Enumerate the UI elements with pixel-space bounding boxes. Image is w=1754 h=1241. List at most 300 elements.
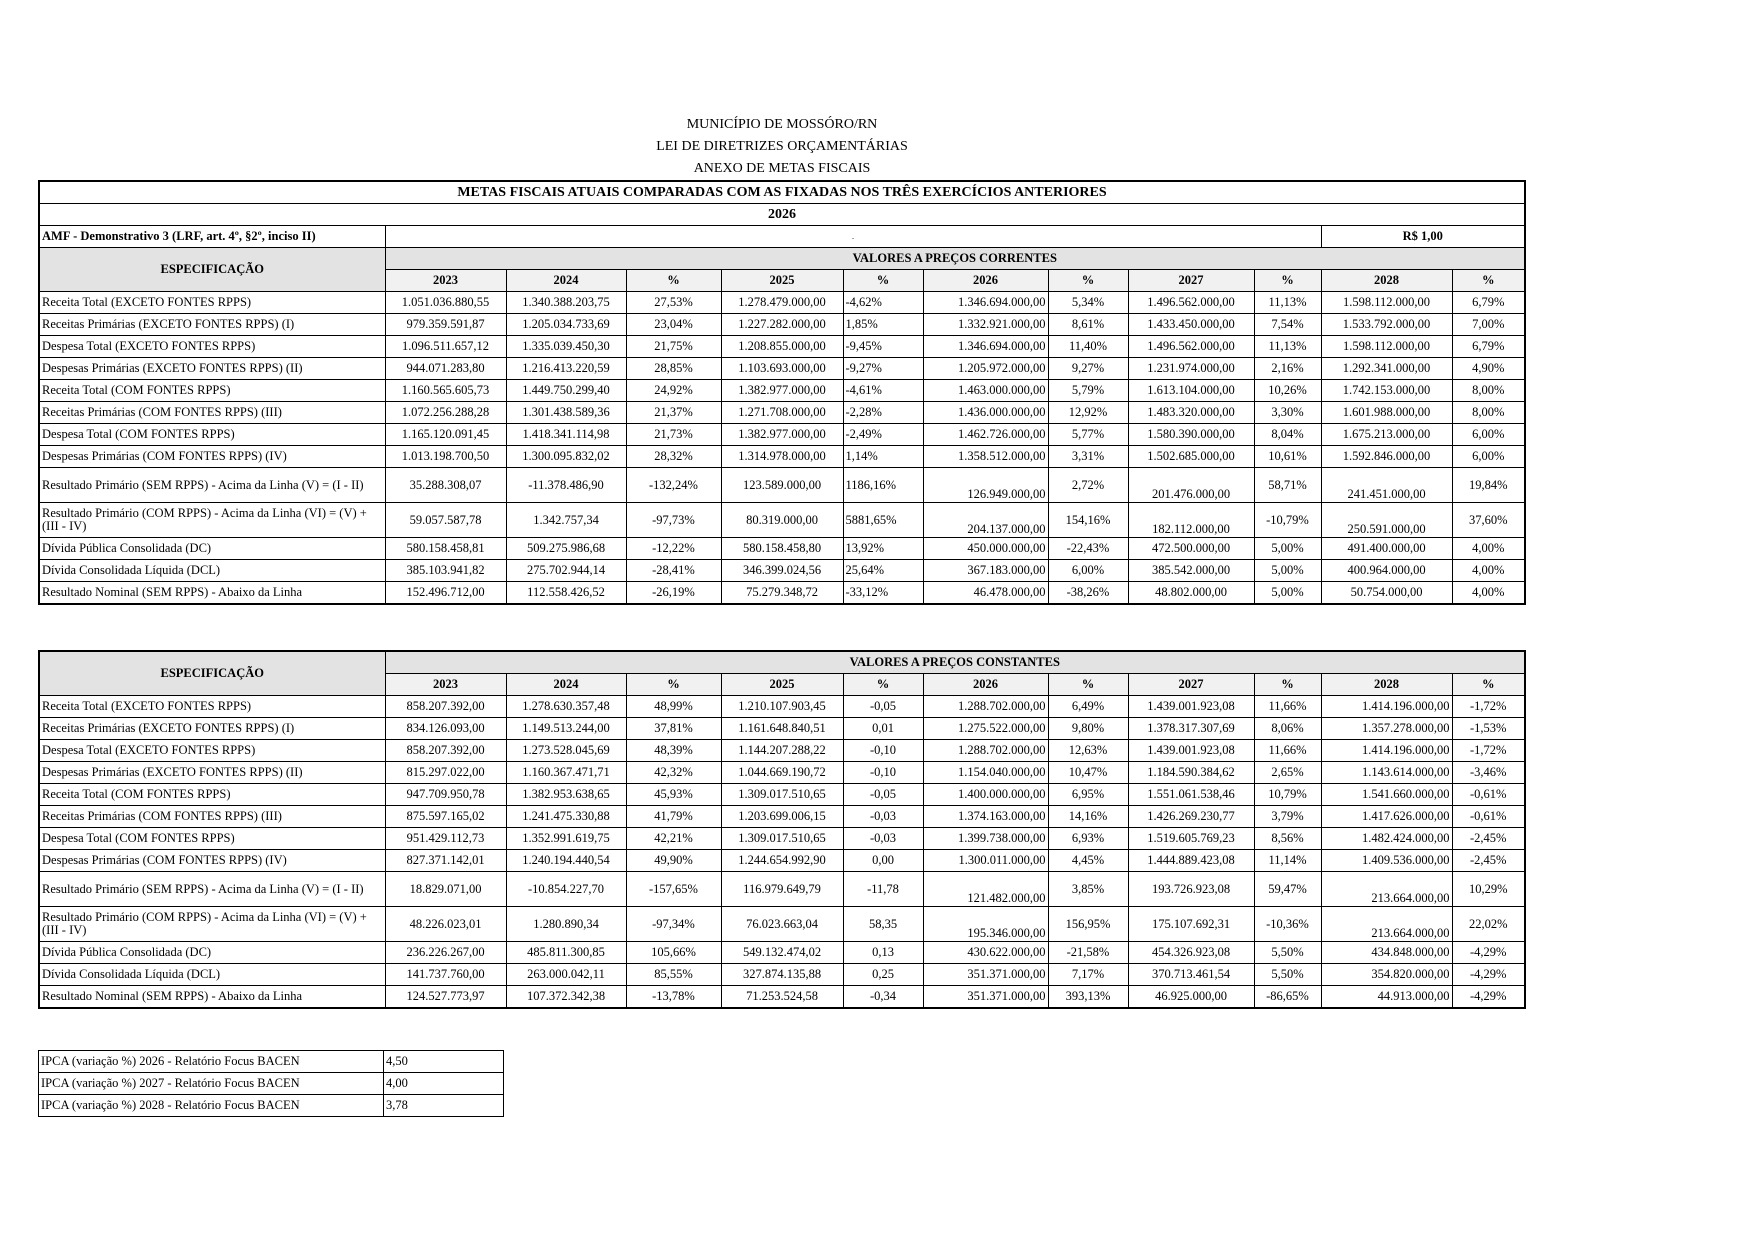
cell-value: -97,73% <box>626 503 721 538</box>
band-header: VALORES A PREÇOS CORRENTES <box>385 248 1525 270</box>
cell-value: 182.112.000,00 <box>1128 503 1254 538</box>
cell-value: -1,53% <box>1452 718 1525 740</box>
cell-value: 8,61% <box>1048 314 1128 336</box>
cell-value: 1.382.953.638,65 <box>506 784 626 806</box>
cell-value: 22,02% <box>1452 907 1525 942</box>
cell-value: 1.184.590.384,62 <box>1128 762 1254 784</box>
cell-value: 1.433.450.000,00 <box>1128 314 1254 336</box>
cell-value: -0,03 <box>843 828 923 850</box>
cell-value: 123.589.000,00 <box>721 468 843 503</box>
cell-value: 2,72% <box>1048 468 1128 503</box>
table-row <box>39 503 1525 538</box>
cell-value: -10,79% <box>1254 503 1321 538</box>
ipca-label: IPCA (variação %) 2026 - Relatório Focus BACEN <box>39 1051 384 1073</box>
cell-value: 23,04% <box>626 314 721 336</box>
cell-value: 5,50% <box>1254 942 1321 964</box>
cell-value: 263.000.042,11 <box>506 964 626 986</box>
cell-value: 1.208.855.000,00 <box>721 336 843 358</box>
cell-value: 5,00% <box>1254 560 1321 582</box>
cell-value: 1.143.614.000,00 <box>1321 762 1452 784</box>
cell-value: -11,78 <box>843 872 923 907</box>
cell-value: 1.382.977.000,00 <box>721 380 843 402</box>
cell-value: 1.414.196.000,00 <box>1321 696 1452 718</box>
cell-value: 1.496.562.000,00 <box>1128 336 1254 358</box>
cell-value: 485.811.300,85 <box>506 942 626 964</box>
cell-value: 1.357.278.000,00 <box>1321 718 1452 740</box>
cell-value: 1,14% <box>843 446 923 468</box>
table-row <box>39 538 1525 560</box>
cell-value: 1.613.104.000,00 <box>1128 380 1254 402</box>
cell-value: 49,90% <box>626 850 721 872</box>
cell-value: -22,43% <box>1048 538 1128 560</box>
cell-value: 1.449.750.299,40 <box>506 380 626 402</box>
table-row <box>39 942 1525 964</box>
cell-value: 1.496.562.000,00 <box>1128 292 1254 314</box>
cell-value: -0,34 <box>843 986 923 1009</box>
cell-value: 1.439.001.923,08 <box>1128 740 1254 762</box>
row-label: Receita Total (COM FONTES RPPS) <box>39 380 385 402</box>
cell-value: 1.160.565.605,73 <box>385 380 506 402</box>
cell-value: 1.280.890,34 <box>506 907 626 942</box>
cell-value: -28,41% <box>626 560 721 582</box>
cell-value: 1.240.194.440,54 <box>506 850 626 872</box>
cell-value: 393,13% <box>1048 986 1128 1009</box>
table-row <box>39 907 1525 942</box>
row-label: Despesas Primárias (COM FONTES RPPS) (IV) <box>39 446 385 468</box>
cell-value: 1.482.424.000,00 <box>1321 828 1452 850</box>
column-header: 2024 <box>506 270 626 292</box>
cell-value: 201.476.000,00 <box>1128 468 1254 503</box>
cell-value: 21,73% <box>626 424 721 446</box>
cell-value: 1.072.256.288,28 <box>385 402 506 424</box>
cell-value: 76.023.663,04 <box>721 907 843 942</box>
table-row <box>39 986 1525 1009</box>
cell-value: 126.949.000,00 <box>923 468 1048 503</box>
cell-value: -2,45% <box>1452 828 1525 850</box>
cell-value: 141.737.760,00 <box>385 964 506 986</box>
cell-value: 1.346.694.000,00 <box>923 336 1048 358</box>
table-row <box>39 402 1525 424</box>
cell-value: 124.527.773,97 <box>385 986 506 1009</box>
cell-value: 1.675.213.000,00 <box>1321 424 1452 446</box>
cell-value: 2,16% <box>1254 358 1321 380</box>
table-row <box>39 740 1525 762</box>
cell-value: 152.496.712,00 <box>385 582 506 605</box>
cell-value: 5881,65% <box>843 503 923 538</box>
cell-value: 213.664.000,00 <box>1321 907 1452 942</box>
header-municipio: MUNICÍPIO DE MOSSÓRO/RN <box>686 117 878 132</box>
cell-value: 13,92% <box>843 538 923 560</box>
cell-value: 28,85% <box>626 358 721 380</box>
ipca-value: 4,00 <box>384 1073 504 1095</box>
cell-value: 1.541.660.000,00 <box>1321 784 1452 806</box>
cell-value: 1.103.693.000,00 <box>721 358 843 380</box>
cell-value: 1.463.000.000,00 <box>923 380 1048 402</box>
demo-dot: . <box>385 226 1321 248</box>
cell-value: 9,80% <box>1048 718 1128 740</box>
table-row <box>39 560 1525 582</box>
column-header: 2027 <box>1128 270 1254 292</box>
cell-value: 8,56% <box>1254 828 1321 850</box>
cell-value: 1.203.699.006,15 <box>721 806 843 828</box>
cell-value: 213.664.000,00 <box>1321 872 1452 907</box>
table-row <box>39 358 1525 380</box>
cell-value: 5,79% <box>1048 380 1128 402</box>
cell-value: 1.244.654.992,90 <box>721 850 843 872</box>
cell-value: -2,28% <box>843 402 923 424</box>
cell-value: 12,92% <box>1048 402 1128 424</box>
cell-value: 1.444.889.423,08 <box>1128 850 1254 872</box>
row-label: Receitas Primárias (EXCETO FONTES RPPS) (I) <box>39 314 385 336</box>
cell-value: 1.210.107.903,45 <box>721 696 843 718</box>
cell-value: 944.071.283,80 <box>385 358 506 380</box>
cell-value: 5,00% <box>1254 538 1321 560</box>
cell-value: 8,00% <box>1452 380 1525 402</box>
cell-value: 105,66% <box>626 942 721 964</box>
cell-value: 1.161.648.840,51 <box>721 718 843 740</box>
cell-value: 28,32% <box>626 446 721 468</box>
cell-value: 27,53% <box>626 292 721 314</box>
table-ipca <box>38 1050 504 1117</box>
cell-value: -3,46% <box>1452 762 1525 784</box>
cell-value: 1.358.512.000,00 <box>923 446 1048 468</box>
cell-value: 154,16% <box>1048 503 1128 538</box>
cell-value: 1.483.320.000,00 <box>1128 402 1254 424</box>
cell-value: 858.207.392,00 <box>385 696 506 718</box>
cell-value: 11,13% <box>1254 292 1321 314</box>
table-row <box>39 784 1525 806</box>
row-label: Dívida Consolidada Líquida (DCL) <box>39 964 385 986</box>
cell-value: 1.278.630.357,48 <box>506 696 626 718</box>
cell-value: 1.374.163.000,00 <box>923 806 1048 828</box>
cell-value: -0,03 <box>843 806 923 828</box>
cell-value: 0,00 <box>843 850 923 872</box>
cell-value: -157,65% <box>626 872 721 907</box>
cell-value: 1.300.095.832,02 <box>506 446 626 468</box>
row-label: Resultado Nominal (SEM RPPS) - Abaixo da Linha <box>39 986 385 1009</box>
column-header: % <box>1452 674 1525 696</box>
cell-value: 979.359.591,87 <box>385 314 506 336</box>
cell-value: 450.000.000,00 <box>923 538 1048 560</box>
ipca-label: IPCA (variação %) 2028 - Relatório Focus BACEN <box>39 1095 384 1117</box>
cell-value: 1.335.039.450,30 <box>506 336 626 358</box>
cell-value: 236.226.267,00 <box>385 942 506 964</box>
cell-value: 5,34% <box>1048 292 1128 314</box>
column-header: % <box>626 270 721 292</box>
cell-value: 80.319.000,00 <box>721 503 843 538</box>
header-ldo: LEI DE DIRETRIZES ORÇAMENTÁRIAS <box>656 139 908 154</box>
cell-value: 4,00% <box>1452 560 1525 582</box>
row-label: Receitas Primárias (COM FONTES RPPS) (III) <box>39 402 385 424</box>
table-row <box>39 762 1525 784</box>
cell-value: 193.726.923,08 <box>1128 872 1254 907</box>
cell-value: -86,65% <box>1254 986 1321 1009</box>
row-label: Despesas Primárias (EXCETO FONTES RPPS) (II) <box>39 358 385 380</box>
cell-value: -2,45% <box>1452 850 1525 872</box>
cell-value: 250.591.000,00 <box>1321 503 1452 538</box>
cell-value: 1.271.708.000,00 <box>721 402 843 424</box>
cell-value: 1.601.988.000,00 <box>1321 402 1452 424</box>
cell-value: 3,79% <box>1254 806 1321 828</box>
cell-value: 7,54% <box>1254 314 1321 336</box>
row-label: Receita Total (COM FONTES RPPS) <box>39 784 385 806</box>
ipca-value: 3,78 <box>384 1095 504 1117</box>
cell-value: 1.227.282.000,00 <box>721 314 843 336</box>
cell-value: 1.378.317.307,69 <box>1128 718 1254 740</box>
cell-value: 3,31% <box>1048 446 1128 468</box>
cell-value: 1.160.367.471,71 <box>506 762 626 784</box>
cell-value: 48.226.023,01 <box>385 907 506 942</box>
cell-value: 834.126.093,00 <box>385 718 506 740</box>
column-header: % <box>843 270 923 292</box>
ipca-row <box>39 1051 504 1073</box>
cell-value: 858.207.392,00 <box>385 740 506 762</box>
cell-value: 10,61% <box>1254 446 1321 468</box>
row-label: Resultado Primário (SEM RPPS) - Acima da Linha (V) = (I - II) <box>39 872 385 907</box>
cell-value: 367.183.000,00 <box>923 560 1048 582</box>
row-label: Despesa Total (COM FONTES RPPS) <box>39 828 385 850</box>
cell-value: 46.478.000,00 <box>923 582 1048 605</box>
cell-value: 204.137.000,00 <box>923 503 1048 538</box>
cell-value: -9,45% <box>843 336 923 358</box>
cell-value: -4,29% <box>1452 986 1525 1009</box>
cell-value: 5,00% <box>1254 582 1321 605</box>
cell-value: 3,85% <box>1048 872 1128 907</box>
table-precos-correntes <box>38 180 1526 605</box>
table-row <box>39 964 1525 986</box>
table-row <box>39 336 1525 358</box>
cell-value: -0,61% <box>1452 784 1525 806</box>
cell-value: 385.103.941,82 <box>385 560 506 582</box>
cell-value: 400.964.000,00 <box>1321 560 1452 582</box>
cell-value: 346.399.024,56 <box>721 560 843 582</box>
cell-value: 14,16% <box>1048 806 1128 828</box>
cell-value: 947.709.950,78 <box>385 784 506 806</box>
cell-value: 1.149.513.244,00 <box>506 718 626 740</box>
cell-value: 25,64% <box>843 560 923 582</box>
column-header: 2024 <box>506 674 626 696</box>
cell-value: 1.462.726.000,00 <box>923 424 1048 446</box>
row-label: Resultado Primário (SEM RPPS) - Acima da Linha (V) = (I - II) <box>39 468 385 503</box>
cell-value: 0,13 <box>843 942 923 964</box>
cell-value: 327.874.135,88 <box>721 964 843 986</box>
cell-value: 1.241.475.330,88 <box>506 806 626 828</box>
row-label: Dívida Pública Consolidada (DC) <box>39 942 385 964</box>
cell-value: 8,06% <box>1254 718 1321 740</box>
cell-value: 1.301.438.589,36 <box>506 402 626 424</box>
cell-value: 1.439.001.923,08 <box>1128 696 1254 718</box>
cell-value: 472.500.000,00 <box>1128 538 1254 560</box>
column-header: 2023 <box>385 674 506 696</box>
cell-value: 1.332.921.000,00 <box>923 314 1048 336</box>
column-header: % <box>1254 270 1321 292</box>
cell-value: 112.558.426,52 <box>506 582 626 605</box>
cell-value: 549.132.474,02 <box>721 942 843 964</box>
cell-value: 10,79% <box>1254 784 1321 806</box>
row-label: Receitas Primárias (COM FONTES RPPS) (III) <box>39 806 385 828</box>
cell-value: 24,92% <box>626 380 721 402</box>
cell-value: 351.371.000,00 <box>923 986 1048 1009</box>
cell-value: 1.275.522.000,00 <box>923 718 1048 740</box>
cell-value: 827.371.142,01 <box>385 850 506 872</box>
cell-value: 121.482.000,00 <box>923 872 1048 907</box>
demo-label: AMF - Demonstrativo 3 (LRF, art. 4º, §2º, inciso II) <box>39 226 385 248</box>
currency-label: R$ 1,00 <box>1321 226 1525 248</box>
cell-value: 58,35 <box>843 907 923 942</box>
cell-value: 0,25 <box>843 964 923 986</box>
column-header: % <box>1048 674 1128 696</box>
cell-value: 3,30% <box>1254 402 1321 424</box>
cell-value: 1.013.198.700,50 <box>385 446 506 468</box>
cell-value: 48,99% <box>626 696 721 718</box>
table-row <box>39 872 1525 907</box>
band-header: VALORES A PREÇOS CONSTANTES <box>385 651 1525 674</box>
cell-value: 1,85% <box>843 314 923 336</box>
cell-value: 1.399.738.000,00 <box>923 828 1048 850</box>
cell-value: 580.158.458,80 <box>721 538 843 560</box>
cell-value: 1.288.702.000,00 <box>923 696 1048 718</box>
cell-value: 1.409.536.000,00 <box>1321 850 1452 872</box>
cell-value: 434.848.000,00 <box>1321 942 1452 964</box>
cell-value: 59.057.587,78 <box>385 503 506 538</box>
row-label: Despesas Primárias (EXCETO FONTES RPPS) (II) <box>39 762 385 784</box>
cell-value: -13,78% <box>626 986 721 1009</box>
cell-value: 10,26% <box>1254 380 1321 402</box>
cell-value: 1.414.196.000,00 <box>1321 740 1452 762</box>
cell-value: 241.451.000,00 <box>1321 468 1452 503</box>
cell-value: 4,45% <box>1048 850 1128 872</box>
cell-value: -0,05 <box>843 784 923 806</box>
cell-value: 2,65% <box>1254 762 1321 784</box>
cell-value: 6,79% <box>1452 336 1525 358</box>
cell-value: 5,77% <box>1048 424 1128 446</box>
table-row <box>39 314 1525 336</box>
cell-value: 11,14% <box>1254 850 1321 872</box>
table-row <box>39 850 1525 872</box>
row-label: Resultado Primário (COM RPPS) - Acima da Linha (VI) = (V) + (III - IV) <box>39 503 385 538</box>
row-label: Resultado Nominal (SEM RPPS) - Abaixo da Linha <box>39 582 385 605</box>
ipca-row <box>39 1095 504 1117</box>
cell-value: 8,00% <box>1452 402 1525 424</box>
cell-value: 1.096.511.657,12 <box>385 336 506 358</box>
row-label: Despesa Total (COM FONTES RPPS) <box>39 424 385 446</box>
cell-value: 6,00% <box>1452 446 1525 468</box>
cell-value: -2,49% <box>843 424 923 446</box>
cell-value: 75.279.348,72 <box>721 582 843 605</box>
cell-value: 385.542.000,00 <box>1128 560 1254 582</box>
cell-value: 1.044.669.190,72 <box>721 762 843 784</box>
cell-value: 11,13% <box>1254 336 1321 358</box>
cell-value: 195.346.000,00 <box>923 907 1048 942</box>
row-label: Receita Total (EXCETO FONTES RPPS) <box>39 292 385 314</box>
cell-value: 42,21% <box>626 828 721 850</box>
cell-value: 4,00% <box>1452 582 1525 605</box>
row-label: Dívida Pública Consolidada (DC) <box>39 538 385 560</box>
table-row <box>39 696 1525 718</box>
ipca-label: IPCA (variação %) 2027 - Relatório Focus BACEN <box>39 1073 384 1095</box>
cell-value: 1.400.000.000,00 <box>923 784 1048 806</box>
cell-value: 1.278.479.000,00 <box>721 292 843 314</box>
column-header: 2026 <box>923 270 1048 292</box>
cell-value: 1.598.112.000,00 <box>1321 336 1452 358</box>
header-anexo: ANEXO DE METAS FISCAIS <box>693 161 871 176</box>
cell-value: -12,22% <box>626 538 721 560</box>
cell-value: 1.580.390.000,00 <box>1128 424 1254 446</box>
cell-value: 50.754.000,00 <box>1321 582 1452 605</box>
cell-value: 1.340.388.203,75 <box>506 292 626 314</box>
row-label: Despesa Total (EXCETO FONTES RPPS) <box>39 740 385 762</box>
cell-value: 1.346.694.000,00 <box>923 292 1048 314</box>
cell-value: 951.429.112,73 <box>385 828 506 850</box>
cell-value: -4,62% <box>843 292 923 314</box>
spec-header: ESPECIFICAÇÃO <box>39 651 385 696</box>
column-header: % <box>1452 270 1525 292</box>
cell-value: -4,61% <box>843 380 923 402</box>
cell-value: 1.418.341.114,98 <box>506 424 626 446</box>
cell-value: 1.231.974.000,00 <box>1128 358 1254 380</box>
cell-value: 1.314.978.000,00 <box>721 446 843 468</box>
table-row <box>39 718 1525 740</box>
column-header: 2025 <box>721 270 843 292</box>
table-row <box>39 424 1525 446</box>
table-row <box>39 582 1525 605</box>
spec-header: ESPECIFICAÇÃO <box>39 248 385 292</box>
cell-value: 275.702.944,14 <box>506 560 626 582</box>
table-row <box>39 828 1525 850</box>
cell-value: 354.820.000,00 <box>1321 964 1452 986</box>
row-label: Receitas Primárias (EXCETO FONTES RPPS) (I) <box>39 718 385 740</box>
cell-value: -38,26% <box>1048 582 1128 605</box>
cell-value: 107.372.342,38 <box>506 986 626 1009</box>
cell-value: 5,50% <box>1254 964 1321 986</box>
cell-value: 1.154.040.000,00 <box>923 762 1048 784</box>
cell-value: 10,47% <box>1048 762 1128 784</box>
cell-value: 1.288.702.000,00 <box>923 740 1048 762</box>
cell-value: 1.352.991.619,75 <box>506 828 626 850</box>
cell-value: 48.802.000,00 <box>1128 582 1254 605</box>
table-row <box>39 446 1525 468</box>
cell-value: 59,47% <box>1254 872 1321 907</box>
cell-value: 1.436.000.000,00 <box>923 402 1048 424</box>
cell-value: 1.417.626.000,00 <box>1321 806 1452 828</box>
cell-value: 6,49% <box>1048 696 1128 718</box>
cell-value: 19,84% <box>1452 468 1525 503</box>
cell-value: 41,79% <box>626 806 721 828</box>
cell-value: -11.378.486,90 <box>506 468 626 503</box>
cell-value: 1.144.207.288,22 <box>721 740 843 762</box>
cell-value: -26,19% <box>626 582 721 605</box>
row-label: Dívida Consolidada Líquida (DCL) <box>39 560 385 582</box>
cell-value: 0,01 <box>843 718 923 740</box>
cell-value: 1.742.153.000,00 <box>1321 380 1452 402</box>
cell-value: 1.426.269.230,77 <box>1128 806 1254 828</box>
row-label: Despesa Total (EXCETO FONTES RPPS) <box>39 336 385 358</box>
cell-value: 21,37% <box>626 402 721 424</box>
cell-value: -0,61% <box>1452 806 1525 828</box>
table-row <box>39 806 1525 828</box>
cell-value: 1.051.036.880,55 <box>385 292 506 314</box>
cell-value: 58,71% <box>1254 468 1321 503</box>
cell-value: -0,10 <box>843 762 923 784</box>
cell-value: 370.713.461,54 <box>1128 964 1254 986</box>
table-title: METAS FISCAIS ATUAIS COMPARADAS COM AS FIXADAS NOS TRÊS EXERCÍCIOS ANTERIORES <box>39 181 1525 204</box>
table-row <box>39 292 1525 314</box>
cell-value: -0,05 <box>843 696 923 718</box>
cell-value: 1.309.017.510,65 <box>721 828 843 850</box>
cell-value: 45,93% <box>626 784 721 806</box>
cell-value: 1.342.757,34 <box>506 503 626 538</box>
cell-value: 116.979.649,79 <box>721 872 843 907</box>
